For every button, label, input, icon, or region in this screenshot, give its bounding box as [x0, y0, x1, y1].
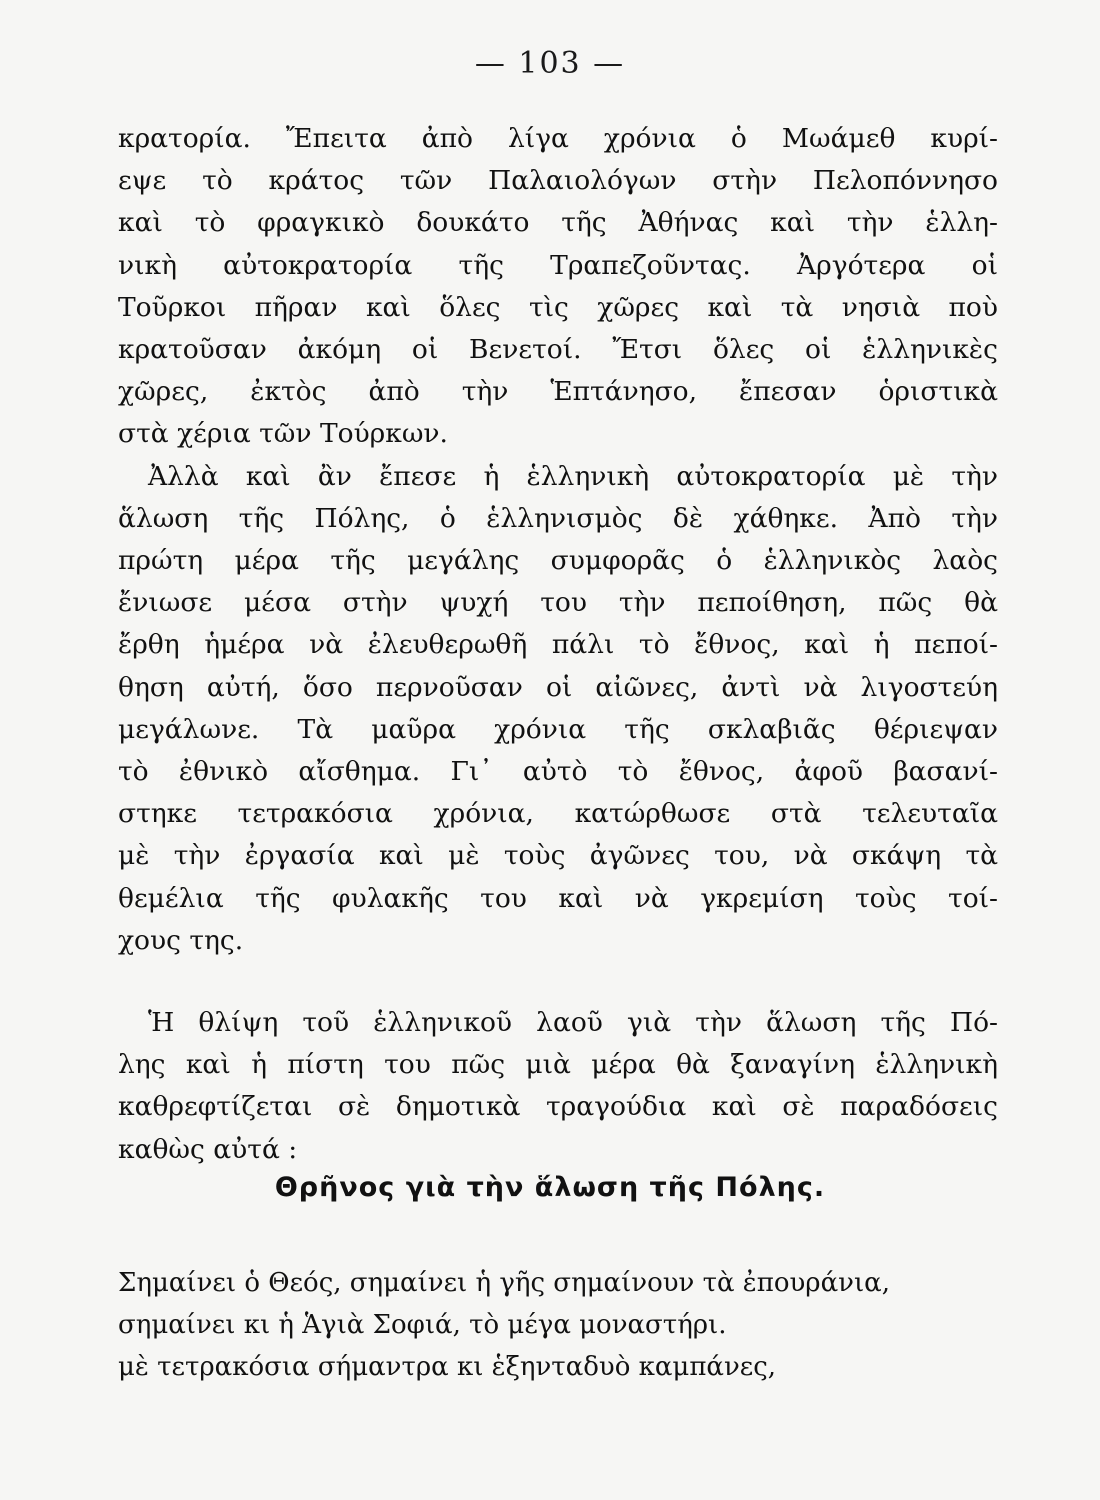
- text-line: Τοῦρκοι πῆραν καὶ ὅλες τὶς χῶρες καὶ τὰ νησιὰ ποὺ: [118, 291, 998, 323]
- text-line: καὶ τὸ φραγκικὸ δουκάτο τῆς Ἀθήνας καὶ τὴν ἑλλη-: [118, 207, 998, 239]
- text-line: πρώτη μέρα τῆς μεγάλης συμφορᾶς ὁ ἑλληνικὸς λαὸς: [118, 545, 998, 577]
- text-line: τὸ ἐθνικὸ αἴσθημα. Γι᾿ αὐτὸ τὸ ἔθνος, ἀφοῦ βασανί-: [118, 756, 998, 788]
- text-line: καθρεφτίζεται σὲ δημοτικὰ τραγούδια καὶ σὲ παραδόσεις: [118, 1091, 998, 1123]
- text-line: στηκε τετρακόσια χρόνια, κατώρθωσε στὰ τελευταῖα: [118, 798, 998, 830]
- text-line: θεμέλια τῆς φυλακῆς του καὶ νὰ γκρεμίση τοὺς τοί-: [118, 882, 998, 914]
- paragraph-gap: [118, 962, 998, 1002]
- text-line: ἔρθη ἡμέρα νὰ ἐλευθερωθῆ πάλι τὸ ἔθνος, καὶ ἡ πεποί-: [118, 629, 998, 661]
- text-line: στὰ χέρια τῶν Τούρκων.: [118, 418, 448, 450]
- text-line: νικὴ αὐτοκρατορία τῆς Τραπεζοῦντας. Ἀργότερα οἱ: [118, 249, 998, 281]
- poem-text: [118, 1262, 1008, 1388]
- text-line: κρατοῦσαν ἀκόμη οἱ Βενετοί. Ἔτσι ὅλες οἱ ἑλληνικὲς: [118, 334, 998, 366]
- body-text: [118, 118, 998, 1171]
- text-line: θηση αὐτή, ὅσο περνοῦσαν οἱ αἰῶνες, ἀντὶ νὰ λιγοστεύη: [118, 671, 998, 703]
- page-number: — 103 —: [474, 46, 626, 81]
- text-line: Ἡ θλίψη τοῦ ἑλληνικοῦ λαοῦ γιὰ τὴν ἅλωση τῆς Πό-: [148, 1007, 998, 1039]
- poem-line: μὲ τετρακόσια σήμαντρα κι ἑξηνταδυὸ καμπάνες,: [118, 1352, 777, 1382]
- text-line: εψε τὸ κράτος τῶν Παλαιολόγων στὴν Πελοπόννησο: [118, 165, 998, 197]
- text-line: Ἀλλὰ καὶ ἂν ἔπεσε ἡ ἑλληνικὴ αὐτοκρατορία μὲ τὴν: [148, 460, 998, 492]
- paragraph-2: [118, 456, 998, 962]
- text-line: ἔνιωσε μέσα στὴν ψυχή του τὴν πεποίθηση, πῶς θὰ: [118, 587, 998, 619]
- text-line: μεγάλωνε. Τὰ μαῦρα χρόνια τῆς σκλαβιᾶς θέριεψαν: [118, 713, 998, 745]
- section-heading: Θρῆνος γιὰ τὴν ἅλωση τῆς Πόλης.: [274, 1172, 826, 1203]
- text-line: μὲ τὴν ἐργασία καὶ μὲ τοὺς ἀγῶνες του, νὰ σκάψη τὰ: [118, 840, 998, 872]
- text-line: χους της.: [118, 924, 244, 956]
- text-line: χῶρες, ἐκτὸς ἀπὸ τὴν Ἑπτάνησο, ἔπεσαν ὁριστικὰ: [118, 376, 998, 408]
- poem-line: σημαίνει κι ἡ Ἁγιὰ Σοφιά, τὸ μέγα μοναστήρι.: [118, 1310, 727, 1340]
- paragraph-3: [118, 1002, 998, 1171]
- poem-line: Σημαίνει ὁ Θεός, σημαίνει ἡ γῆς σημαίνουν τὰ ἐπουράνια,: [118, 1268, 890, 1298]
- text-line: κρατορία. Ἔπειτα ἀπὸ λίγα χρόνια ὁ Μωάμεθ κυρί-: [118, 123, 998, 154]
- text-line: ἅλωση τῆς Πόλης, ὁ ἑλληνισμὸς δὲ χάθηκε. Ἀπὸ τὴν: [118, 502, 998, 534]
- text-line: καθὼς αὐτά :: [118, 1133, 298, 1165]
- paragraph-1: [118, 118, 998, 456]
- text-line: λης καὶ ἡ πίστη του πῶς μιὰ μέρα θὰ ξαναγίνη ἑλληνικὴ: [118, 1049, 998, 1081]
